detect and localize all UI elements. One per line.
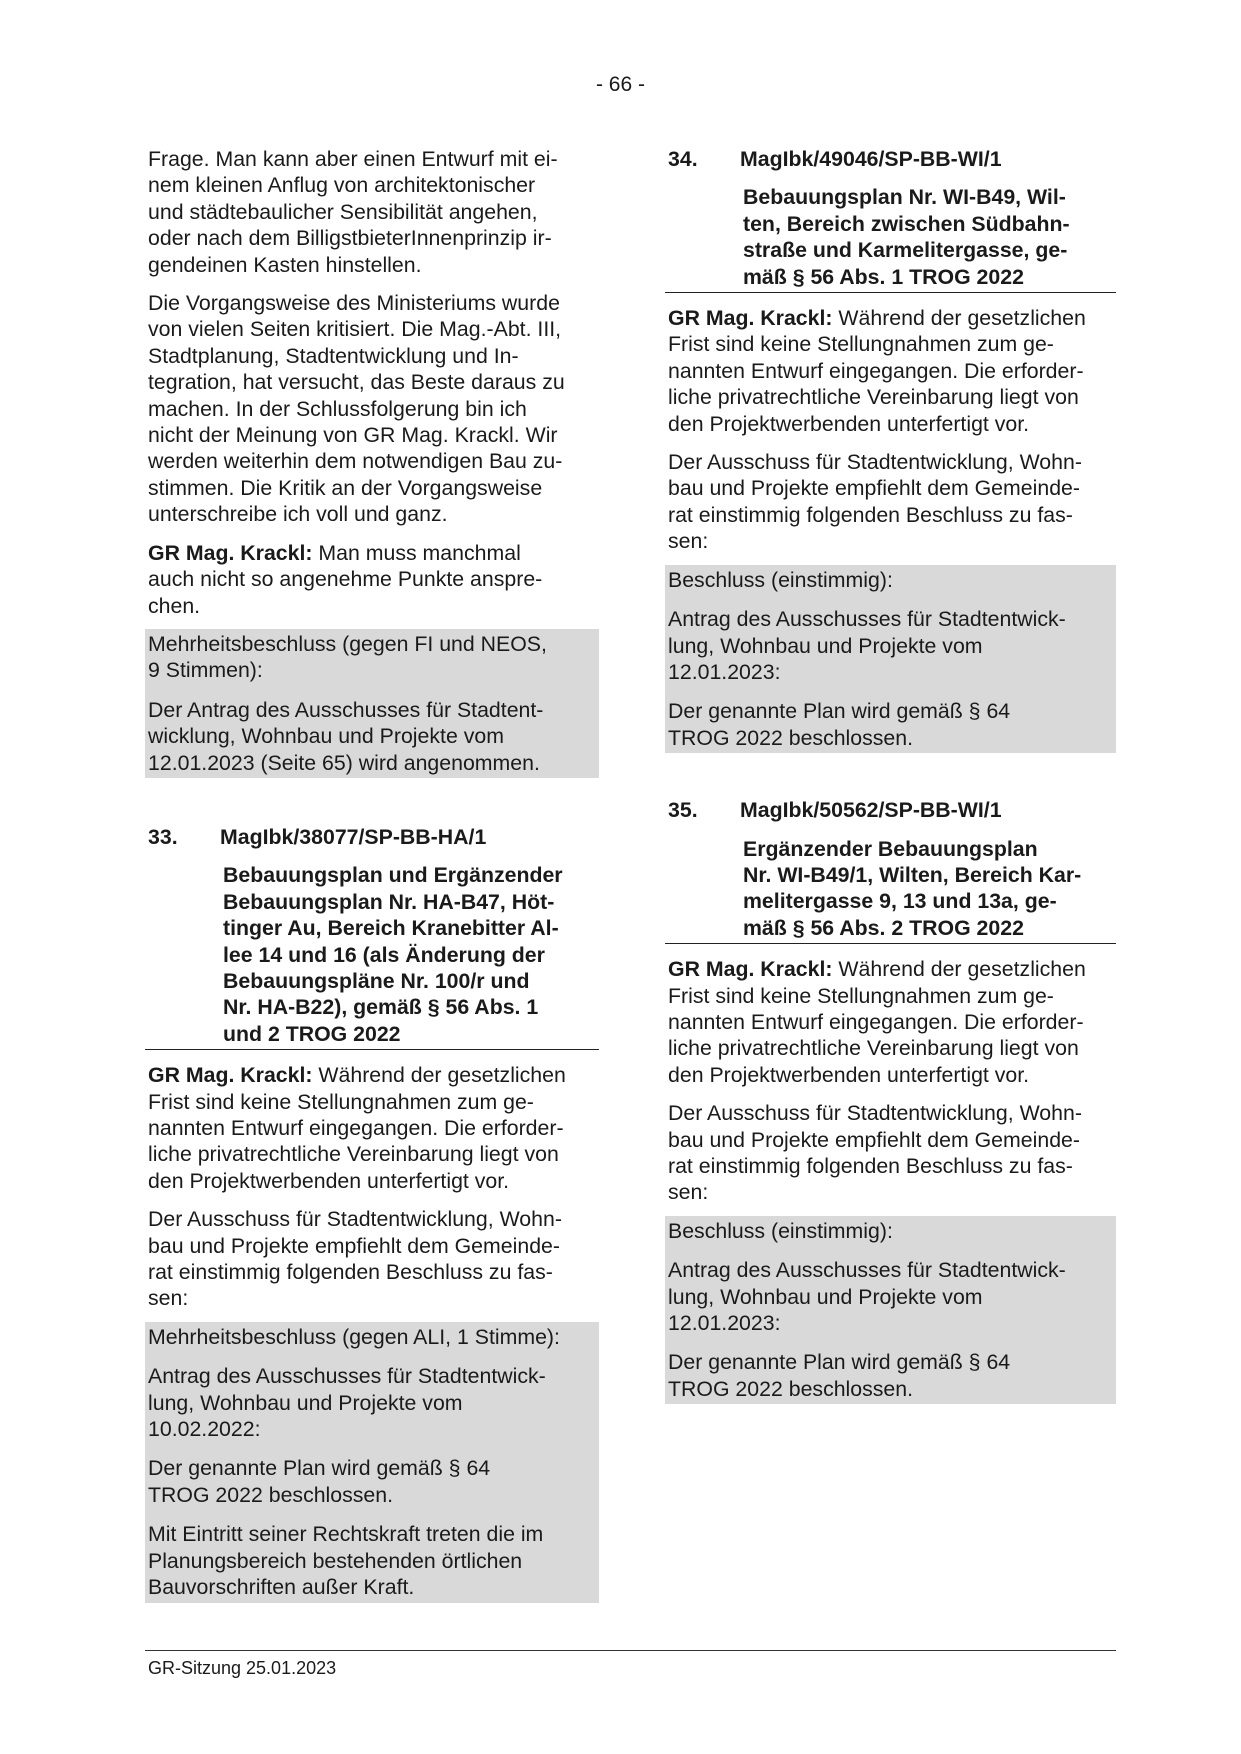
ministry-paragraph: Die Vorgangsweise des Ministeriums wurde von vielen Seiten kritisiert. Die Mag.-Abt. III, Stadtplanung, Stadtentwicklung und In- tegration, hat versucht, das Beste daraus zu machen. In der Schlussfolgerung bin ich nicht der Meinung von GR Mag. Krackl. Wir werden weiterhin dem notwendigen Bau zu- stimmen. Die Kritik an der Vorgangsweise unterschreibe ich voll und ganz. — [148, 291, 565, 527]
decision-plan: Der genannte Plan wird gemäß § 64 TROG 2022 beschlossen. — [668, 699, 1011, 750]
speaker-name: GR Mag. Krackl: — [148, 1063, 313, 1088]
left-column — [145, 146, 599, 1603]
decision-motion: Antrag des Ausschusses für Stadtentwick- lung, Wohnbau und Projekte vom 10.02.2022: — [148, 1364, 546, 1442]
decision-motion: Antrag des Ausschusses für Stadtentwick- lung, Wohnbau und Projekte vom 12.01.2023: — [668, 1258, 1066, 1336]
decision-label: Mehrheitsbeschluss (gegen FI und NEOS, 9 Stimmen): — [148, 631, 547, 683]
item-33-decision-box — [145, 1322, 599, 1603]
item-34-committee: Der Ausschuss für Stadtentwicklung, Wohn- bau und Projekte empfiehlt dem Gemeinde- rat einstimmig folgenden Beschluss zu fas- sen: — [668, 450, 1082, 554]
intro-paragraph: Frage. Man kann aber einen Entwurf mit ei- nem kleinen Anflug von architektonischer und städtebaulicher Sensibilität angehen, oder nach dem BilligstbieterInnenprinzip ir- gendeinen Kasten hinstellen. — [148, 147, 558, 277]
item-34-title: Bebauungsplan Nr. WI-B49, Wil- ten, Bereich zwischen Südbahn- straße und Karmelitergasse, ge- mäß § 56 Abs. 1 TROG 2022 — [665, 172, 1116, 293]
speaker-name: GR Mag. Krackl: — [148, 540, 313, 565]
right-column — [665, 146, 1116, 1404]
item-code: MagIbk/50562/SP-BB-WI/1 — [740, 798, 1002, 823]
footer-divider — [145, 1650, 1116, 1651]
item-35-title: Ergänzender Bebauungsplan Nr. WI-B49/1, Wilten, Bereich Kar- melitergasse 9, 13 und 13a, ge- mäß § 56 Abs. 2 TROG 2022 — [665, 824, 1116, 945]
item-35-decision-box — [665, 1216, 1116, 1404]
krackl-remark: GR Mag. Krackl: Man muss manchmal auch nicht so angenehme Punkte anspre- chen. — [148, 540, 543, 618]
item-code: MagIbk/49046/SP-BB-WI/1 — [740, 147, 1002, 171]
item-34-heading — [665, 146, 1116, 172]
decision-plan: Der genannte Plan wird gemäß § 64 TROG 2022 beschlossen. — [668, 1350, 1011, 1401]
item-number: 34. — [668, 147, 698, 171]
decision-box — [145, 629, 599, 778]
decision-label: Mehrheitsbeschluss (gegen ALI, 1 Stimme): — [148, 1324, 560, 1349]
item-33-report: GR Mag. Krackl: Während der gesetzlichen Frist sind keine Stellungnahmen zum ge- nannten Entwurf eingegangen. Die erforder- liche privatrechtliche Vereinbarung liegt von den Projektwerbenden unterfertigt vor. — [148, 1063, 566, 1193]
item-33-heading — [145, 824, 599, 850]
item-33-committee: Der Ausschuss für Stadtentwicklung, Wohn- bau und Projekte empfiehlt dem Gemeinde- rat einstimmig folgenden Beschluss zu fas- sen: — [148, 1207, 562, 1311]
item-35-heading — [665, 797, 1116, 823]
decision-text: Der Antrag des Ausschusses für Stadtent- wicklung, Wohnbau und Projekte vom 12.01.2023 (Seite 65) wird angenommen. — [148, 697, 544, 775]
item-35-committee: Der Ausschuss für Stadtentwicklung, Wohn- bau und Projekte empfiehlt dem Gemeinde- rat einstimmig folgenden Beschluss zu fas- sen: — [668, 1101, 1082, 1205]
speaker-name: GR Mag. Krackl: — [668, 957, 833, 982]
item-number: 33. — [148, 824, 178, 849]
item-34-decision-box — [665, 565, 1116, 753]
speaker-name: GR Mag. Krackl: — [668, 306, 833, 331]
decision-effect: Mit Eintritt seiner Rechtskraft treten die im Planungsbereich bestehenden örtlichen Bauvorschriften außer Kraft. — [148, 1522, 544, 1600]
decision-motion: Antrag des Ausschusses für Stadtentwick- lung, Wohnbau und Projekte vom 12.01.2023: — [668, 607, 1066, 684]
item-code: MagIbk/38077/SP-BB-HA/1 — [220, 824, 487, 849]
item-35-report: GR Mag. Krackl: Während der gesetzlichen Frist sind keine Stellungnahmen zum ge- nannten Entwurf eingegangen. Die erforder- liche privatrechtliche Vereinbarung liegt von den Projektwerbenden unterfertigt vor. — [668, 957, 1086, 1087]
item-33-title: Bebauungsplan und Ergänzender Bebauungsplan Nr. HA-B47, Höt- tinger Au, Bereich Kranebitter Al- lee 14 und 16 (als Änderung der Bebauungspläne Nr. 100/r und Nr. HA-B22), gemäß § 56 Abs. 1 und 2 TROG 2022 — [145, 850, 599, 1050]
decision-plan: Der genannte Plan wird gemäß § 64 TROG 2022 beschlossen. — [148, 1456, 491, 1507]
page-number: - 66 - — [595, 73, 645, 96]
item-number: 35. — [668, 798, 698, 823]
item-34-report: GR Mag. Krackl: Während der gesetzlichen Frist sind keine Stellungnahmen zum ge- nannten Entwurf eingegangen. Die erforder- liche privatrechtliche Vereinbarung liegt von den Projektwerbenden unterfertigt vor. — [668, 306, 1086, 436]
decision-label: Beschluss (einstimmig): — [668, 1218, 893, 1243]
decision-label: Beschluss (einstimmig): — [668, 567, 893, 592]
footer-text: GR-Sitzung 25.01.2023 — [148, 1658, 337, 1678]
